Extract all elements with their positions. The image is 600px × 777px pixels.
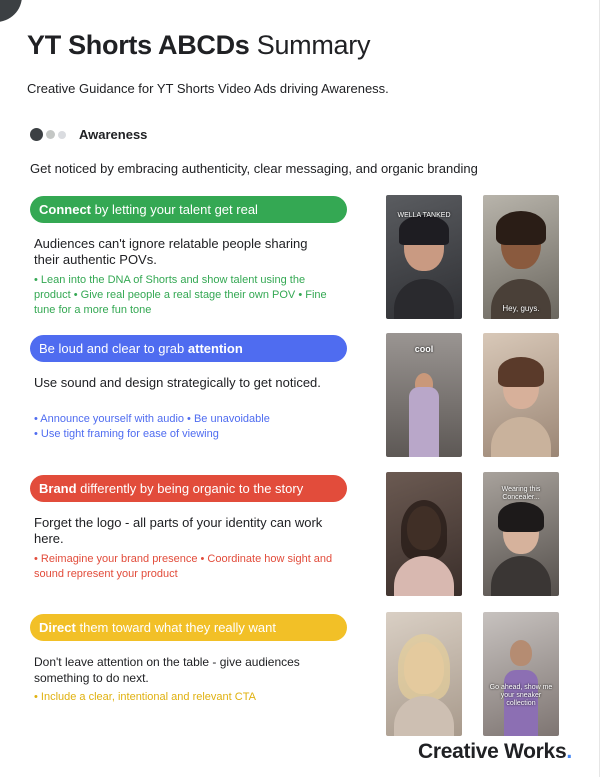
photo-connect-1: WELLA TANKED <box>386 195 462 319</box>
photo-brand-2: Wearing this Concealer... <box>483 472 559 596</box>
creative-works-logo: Creative Works. <box>418 740 572 763</box>
stage-dot-active <box>30 128 43 141</box>
page-subtitle: Creative Guidance for YT Shorts Video Ads driving Awareness. <box>27 81 389 96</box>
section-connect-tips: • Lean into the DNA of Shorts and show talent using the product • Give real people a real stage their own POV • Fine tune for a more fun tone <box>34 274 327 316</box>
section-direct-description: Don't leave attention on the table - give audiences something to do next. <box>34 655 300 685</box>
photo-connect-2: Hey, guys. <box>483 195 559 319</box>
stage-dot <box>46 130 55 139</box>
stage-indicator <box>30 127 147 142</box>
section-connect-header: Connect by letting your talent get real <box>30 196 347 223</box>
corner-decoration <box>0 0 22 22</box>
photo-attention-2 <box>483 333 559 457</box>
tagline: Get noticed by embracing authenticity, clear messaging, and organic branding <box>30 161 478 176</box>
stage-label: Awareness <box>79 127 148 142</box>
section-attention-description: Use sound and design strategically to get noticed. <box>34 375 321 390</box>
section-direct-header: Direct them toward what they really want <box>30 614 347 641</box>
photo-attention-1: cool <box>386 333 462 457</box>
section-attention-tips: • Announce yourself with audio • Be unavoidable • Use tight framing for ease of viewing <box>34 413 270 440</box>
photo-direct-2: Go ahead, show me your sneaker collection <box>483 612 559 736</box>
photo-direct-1 <box>386 612 462 736</box>
section-connect-description: Audiences can't ignore relatable people sharing their authentic POVs. <box>34 236 308 267</box>
section-brand-description: Forget the logo - all parts of your identity can work here. <box>34 515 323 546</box>
section-brand-header: Brand differently by being organic to the story <box>30 475 347 502</box>
photo-brand-1 <box>386 472 462 596</box>
section-direct-tips: • Include a clear, intentional and relevant CTA <box>34 691 256 703</box>
page-title: YT Shorts ABCDs Summary <box>27 30 371 60</box>
section-attention-header: Be loud and clear to grab attention <box>30 335 347 362</box>
stage-dot <box>58 131 66 139</box>
section-brand-tips: • Reimagine your brand presence • Coordinate how sight and sound represent your product <box>34 553 333 580</box>
